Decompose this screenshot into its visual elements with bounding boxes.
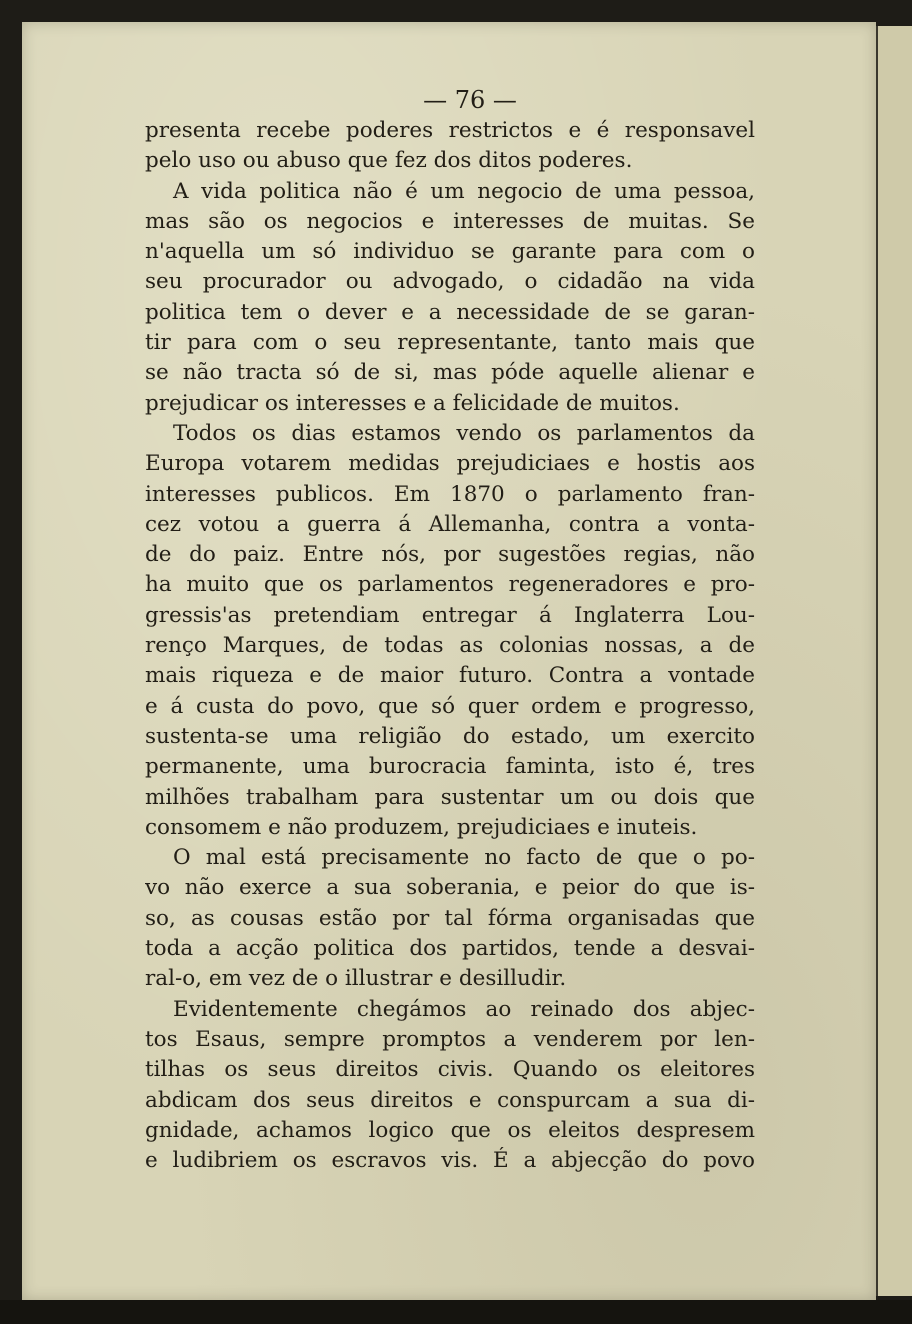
text-line: interesses publicos. Em 1870 o parlamento fran- [145,481,755,507]
text-line: prejudicar os interesses e a felicidade de muitos. [145,390,680,416]
text-line: permanente, uma burocracia faminta, isto é, tres [145,754,755,780]
body-text [145,116,755,1176]
text-line: tos Esaus, sempre promptos a venderem por len- [145,1026,755,1052]
scan-bottom-border [0,1300,912,1324]
text-line: ral-o, em vez de o illustrar e desilludir. [145,966,567,992]
text-line: cez votou a guerra á Allemanha, contra a vonta- [145,511,755,537]
text-line: se não tracta só de si, mas póde aquelle alienar e [145,360,755,386]
text-line: presenta recebe poderes restrictos e é responsavel [145,118,755,143]
text-line: e á custa do povo, que só quer ordem e progresso, [145,693,755,719]
text-line: mas são os negocios e interesses de muitas. Se [145,208,755,234]
text-line: seu procurador ou advogado, o cidadão na vida [145,269,755,295]
text-line: gressis'as pretendiam entregar á Inglaterra Lou- [145,602,755,628]
text-line: politica tem o dever e a necessidade de se garan- [145,299,755,325]
text-line: ha muito que os parlamentos regeneradores e pro- [145,572,755,598]
text-line: tilhas os seus direitos civis. Quando os eleitores [145,1057,755,1083]
text-line: consomem e não produzem, prejudiciaes e inuteis. [145,814,698,840]
text-line: tir para com o seu representante, tanto mais que [145,330,755,356]
text-line: mais riqueza e de maior futuro. Contra a vontade [145,663,755,689]
text-line: A vida politica não é um negocio de uma pessoa, [173,178,755,204]
text-line: n'aquella um só individuo se garante para com o [145,239,755,265]
text-line: abdicam dos seus direitos e conspurcam a sua di- [145,1087,755,1113]
text-line: de do paiz. Entre nós, por sugestões regias, não [145,542,755,568]
text-line: vo não exerce a sua soberania, e peior do que is- [145,875,755,901]
text-line: Europa votarem medidas prejudiciaes e hostis aos [145,451,755,477]
text-line: Evidentemente chegámos ao reinado dos abjec- [173,996,755,1022]
page-number: — 76 — [423,86,517,114]
text-line: gnidade, achamos logico que os eleitos despresem [145,1117,755,1143]
text-line: e ludibriem os escravos vis. É a abjecção do povo [145,1148,755,1174]
text-line: O mal está precisamente no facto de que o po- [173,845,755,871]
text-line: milhões trabalham para sustentar um ou dois que [145,784,755,810]
text-line: sustenta-se uma religião do estado, um exercito [145,723,755,749]
text-line: Todos os dias estamos vendo os parlamentos da [173,420,755,446]
text-line: pelo uso ou abuso que fez dos ditos poderes. [145,148,633,174]
text-line: so, as cousas estão por tal fórma organisadas que [145,905,755,931]
text-line: toda a acção politica dos partidos, tende a desvai- [145,936,755,962]
adjacent-page-edge [876,26,912,1296]
text-line: renço Marques, de todas as colonias nossas, a de [145,633,755,659]
